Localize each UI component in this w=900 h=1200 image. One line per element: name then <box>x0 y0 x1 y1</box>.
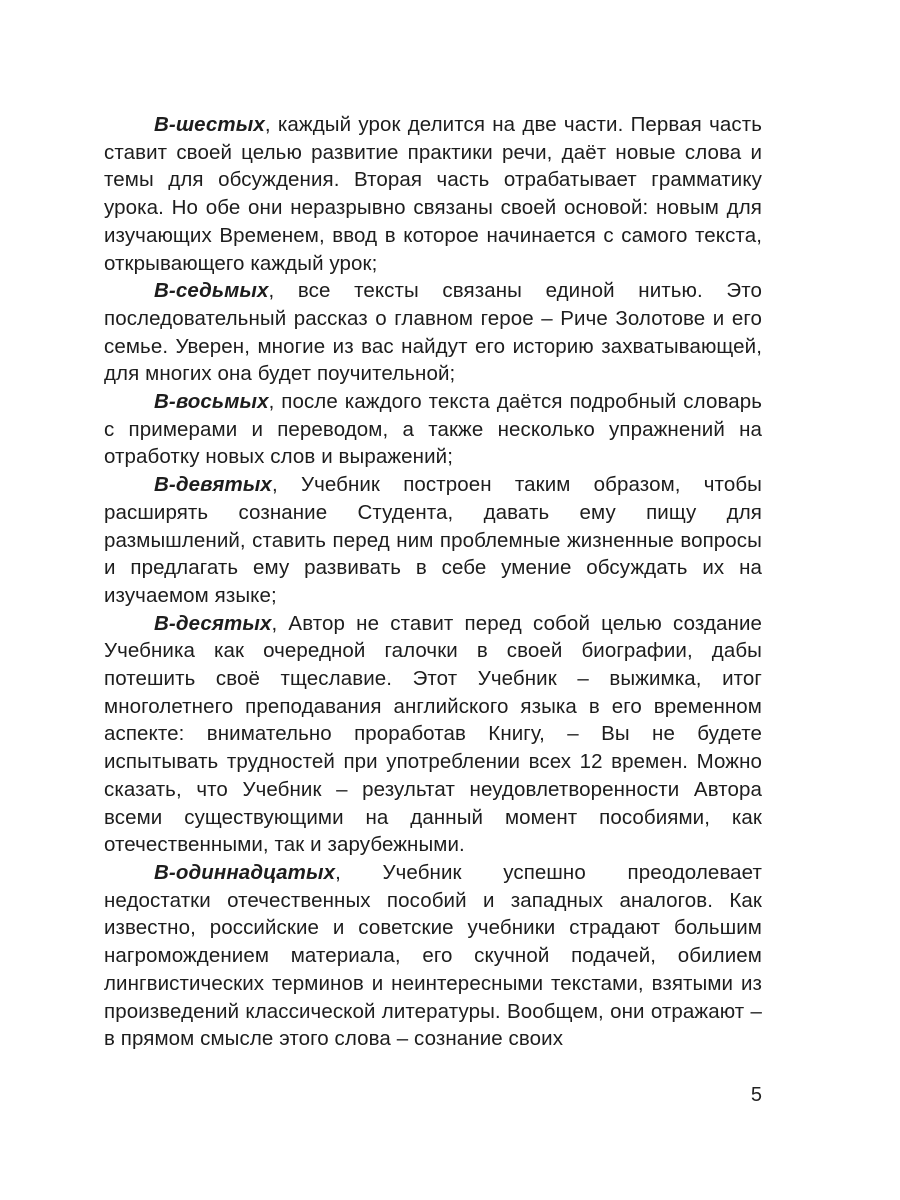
paragraph-seventh <box>104 277 762 388</box>
paragraph-lead: В-восьмых <box>154 390 269 414</box>
paragraph-tenth <box>104 610 762 859</box>
page-body <box>104 111 762 1053</box>
paragraph-text: , Автор не ставит перед собой целью создание Учебника как очередной галочки в своей биографии, дабы потешить своё тщеславие. Этот Учебник – выжимка, итог многолетнего преподавания английского языка в его временном аспекте: внимательно проработав Книгу, – Вы не будете испытывать трудностей при употреблении всех 12 времен. Можно сказать, что Учебник – результат неудовлетворенности Автора всеми существующими на данный момент пособиями, как отечественными, так и зарубежными. <box>104 611 762 857</box>
paragraph-text: , каждый урок делится на две части. Первая часть ставит своей целью развитие практики речи, даёт новые слова и темы для обсуждения. Вторая часть отрабатывает грамматику урока. Но обе они неразрывно связаны своей основой: новым для изучающих Временем, ввод в которое начинается с самого текста, открывающего каждый урок; <box>104 113 762 275</box>
paragraph-lead: В-седьмых <box>154 279 269 303</box>
paragraph-lead: В-одиннадцатых <box>154 860 336 884</box>
paragraph-lead: В-девятых <box>154 473 272 497</box>
paragraph-sixth <box>104 111 762 277</box>
paragraph-text: , Учебник успешно преодолевает недостатки отечественных пособий и западных аналогов. Как известно, российские и советские учебники страдают большим нагромождением материала, его скучной подачей, обилием лингвистических терминов и неинтересными текстами, взятыми из произведений классической литературы. Вообщем, они отражают – в прямом смысле этого слова – сознание своих <box>104 860 762 1051</box>
paragraph-lead: В-шестых <box>154 113 265 136</box>
paragraph-ninth <box>104 471 762 610</box>
paragraph-eleventh <box>104 859 762 1053</box>
paragraph-text: , все тексты связаны единой нитью. Это последовательный рассказ о главном герое – Риче Золотове и его семье. Уверен, многие из вас найдут его историю захватывающей, для многих она будет поучительной; <box>104 279 762 386</box>
paragraph-text: , после каждого текста даётся подробный словарь с примерами и переводом, а также несколько упражнений на отработку новых слов и выражений; <box>104 390 762 469</box>
paragraph-lead: В-десятых <box>154 611 272 635</box>
paragraph-eighth <box>104 388 762 471</box>
page-number: 5 <box>750 1084 762 1106</box>
paragraph-text: , Учебник построен таким образом, чтобы расширять сознание Студента, давать ему пищу для размышлений, ставить перед ним проблемные жизненные вопросы и предлагать ему развивать в себе умение обсуждать их на изучаемом языке; <box>104 473 762 607</box>
